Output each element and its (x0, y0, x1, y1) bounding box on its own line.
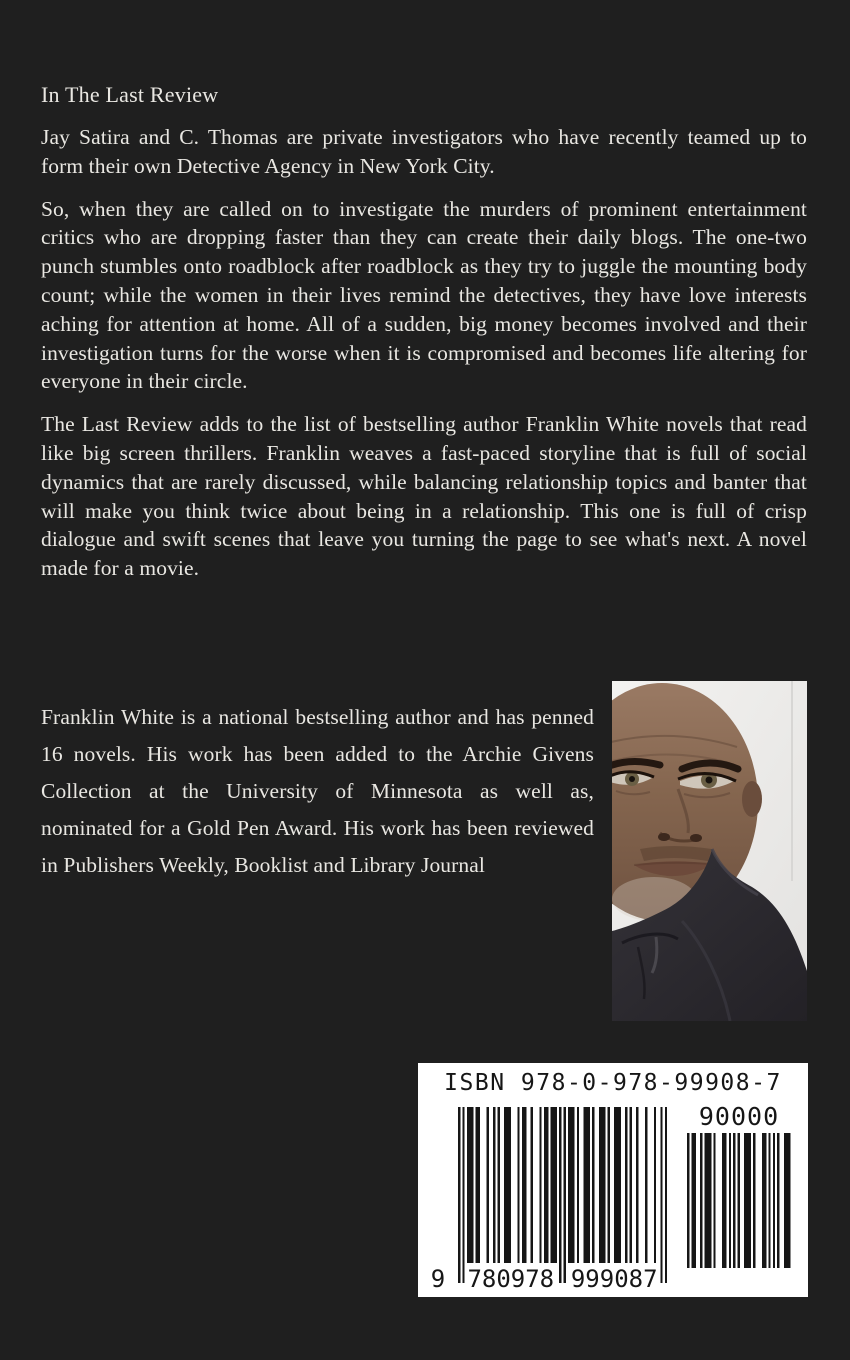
author-bio: Franklin White is a national bestselling author and has penned 16 novels. His work has been added to the Archie Givens Collection at the University of Minnesota as well as, nominated for a Gold Pen Award. His work has been reviewed in Publishers Weekly, Booklist and Library Journal (41, 705, 594, 877)
svg-text:780978: 780978 (467, 1265, 555, 1293)
addon-barcode-svg (687, 1133, 793, 1269)
ean-barcode-svg (424, 1105, 670, 1293)
synopsis-block (41, 80, 807, 597)
synopsis-heading: In The Last Review (41, 82, 219, 107)
author-photo (612, 681, 807, 1021)
svg-text:999087: 999087 (570, 1265, 658, 1293)
synopsis-paragraph-1: Jay Satira and C. Thomas are private investigators who have recently teamed up to form their own Detective Agency in New York City. (41, 125, 807, 178)
isbn-label: ISBN 978-0-978-99908-7 (444, 1070, 782, 1096)
synopsis-paragraph-2: So, when they are called on to investigate the murders of prominent entertainment critics who are dropping faster than they can create their daily blogs. The one-two punch stumbles onto roadblock after roadblock as they try to juggle the mounting body count; while the women in their lives remind the detectives, they have love interests aching for attention at home. All of a sudden, big money becomes involved and their investigation turns for the worse when it is compromised and becomes life altering for everyone in their circle. (41, 196, 807, 394)
author-photo-graphic (612, 681, 807, 1021)
svg-text:9: 9 (430, 1265, 446, 1293)
synopsis-paragraph-3: The Last Review adds to the list of bestselling author Franklin White novels that read like big screen thrillers. Franklin weaves a fast-paced storyline that is full of social dynamics that are rarely discussed, while balancing relationship topics and banter that will make you think twice about being in a relationship. This one is full of crisp dialogue and swift scenes that leave you turning the page to see what's next. A novel made for a movie. (41, 412, 807, 581)
addon-price-label: 90000 (698, 1102, 780, 1131)
barcode-panel (418, 1063, 808, 1297)
